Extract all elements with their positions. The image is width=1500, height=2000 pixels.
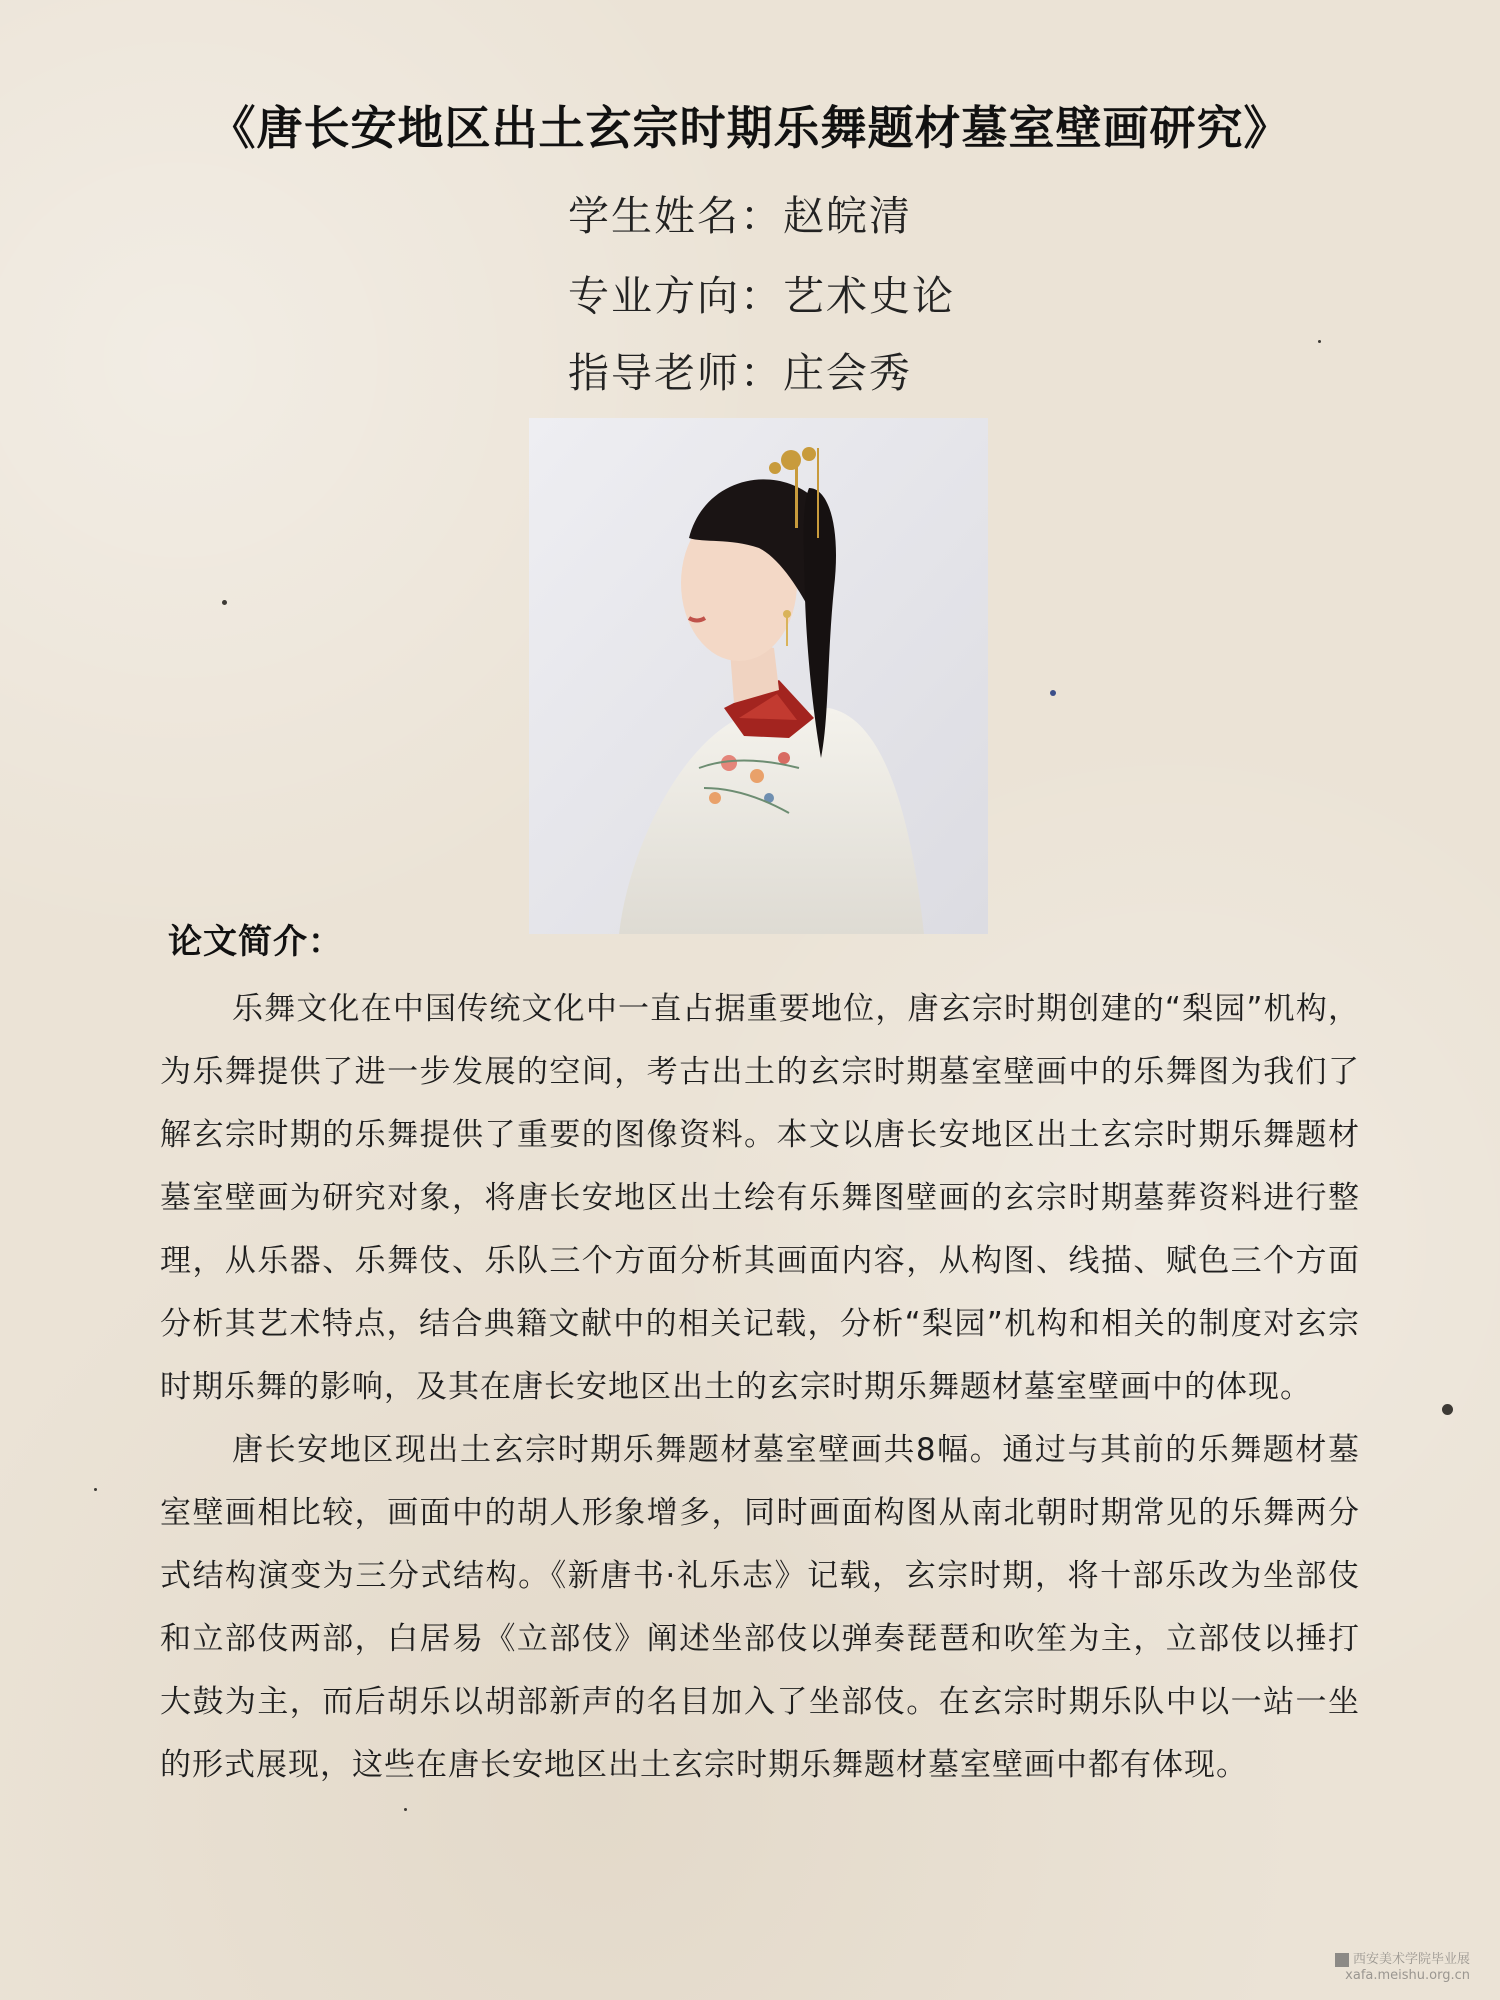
abstract-paragraph: 唐长安地区现出土玄宗时期乐舞题材墓室壁画共8幅。通过与其前的乐舞题材墓室壁画相比较，画面中的胡人形象增多，同时画面构图从南北朝时期常见的乐舞两分式结构演变为三分式结构。《新唐书·礼乐志》记载，玄宗时期，将十部乐改为坐部伎和立部伎两部，白居易《立部伎》阐述坐部伎以弹奏琵琶和吹笙为主，立部伎以捶打大鼓为主，而后胡乐以胡部新声的名目加入了坐部伎。在玄宗时期乐队中以一站一坐的形式展现，这些在唐长安地区出土玄宗时期乐舞题材墓室壁画中都有体现。 (160, 1432, 1360, 1783)
watermark-name-text: 西安美术学院毕业展 (1352, 1952, 1470, 1967)
watermark-logo-icon (1335, 1953, 1349, 1967)
abstract-paragraph: 乐舞文化在中国传统文化中一直占据重要地位，唐玄宗时期创建的“梨园”机构，为乐舞提供了进一步发展的空间，考古出土的玄宗时期墓室壁画中的乐舞图为我们了解玄宗时期的乐舞提供了重要的图像资料。本文以唐长安地区出土玄宗时期乐舞题材墓室壁画为研究对象，将唐长安地区出土绘有乐舞图壁画的玄宗时期墓葬资料进行整理，从乐器、乐舞伎、乐队三个方面分析其画面内容，从构图、线描、赋色三个方面分析其艺术特点，结合典籍文献中的相关记载，分析“梨园”机构和相关的制度对玄宗时期乐舞的影响，及其在唐长安地区出土的玄宗时期乐舞题材墓室壁画中的体现。 (160, 991, 1360, 1405)
watermark (1335, 1952, 1470, 1984)
paper-speck (222, 600, 227, 605)
student-portrait-photo (529, 418, 988, 934)
thesis-title: 《唐长安地区出土玄宗时期乐舞题材墓室壁画研究》 (209, 101, 1291, 155)
advisor-name: 指导老师：庄会秀 (568, 349, 912, 397)
watermark-name (1335, 1952, 1470, 1968)
paper-speck (1318, 340, 1321, 343)
paper-speck (1442, 1404, 1453, 1415)
abstract-body (160, 978, 1360, 1797)
paper-speck (1050, 690, 1056, 696)
major-direction: 专业方向：艺术史论 (568, 272, 955, 320)
paper-speck (94, 1488, 97, 1491)
watermark-url: xafa.meishu.org.cn (1345, 1968, 1470, 1983)
student-name: 学生姓名：赵皖清 (568, 192, 912, 240)
paper-speck (404, 1808, 407, 1811)
abstract-heading: 论文简介： (168, 922, 343, 962)
